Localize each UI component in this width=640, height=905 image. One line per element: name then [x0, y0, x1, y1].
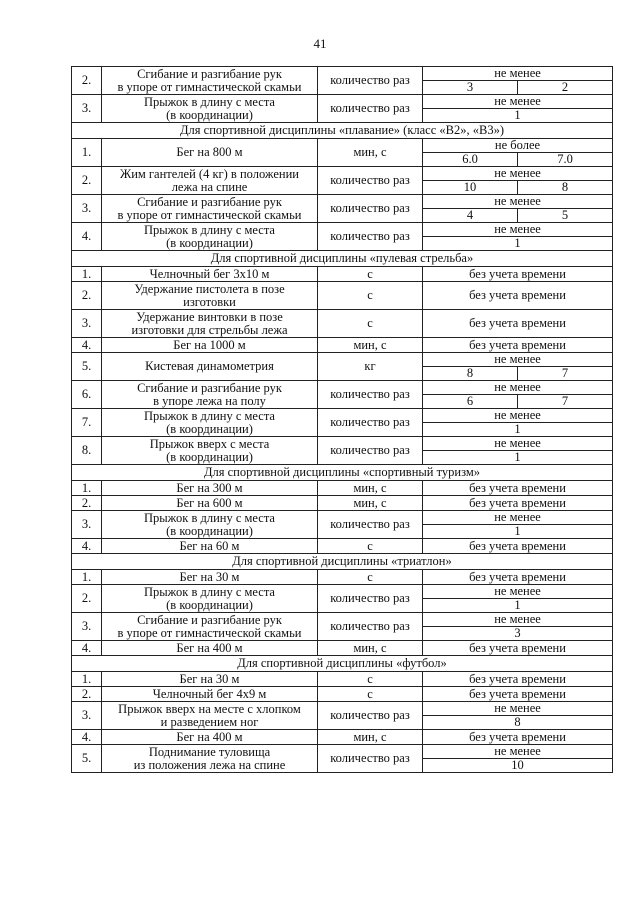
exercise-line: (в координации): [166, 449, 253, 464]
row-number: 5.: [72, 745, 102, 773]
norm-value: без учета времени: [423, 570, 613, 585]
exercise-line: Прыжок в длину с места: [144, 94, 275, 109]
norm-value: 1: [423, 423, 613, 437]
table-row: [72, 511, 613, 525]
exercise-name: [102, 139, 318, 167]
exercise-line: лежа на спине: [171, 179, 248, 194]
table-row: [72, 496, 613, 511]
exercise-line: Бег на 400 м: [176, 729, 243, 744]
section-title: Для спортивной дисциплины «триатлон»: [72, 554, 613, 570]
exercise-name: [102, 481, 318, 496]
section-title: Для спортивной дисциплины «спортивный туризм»: [72, 465, 613, 481]
table-row: [72, 223, 613, 237]
norm-value: 5: [518, 209, 613, 223]
norm-header: не более: [423, 139, 613, 153]
unit: количество раз: [318, 381, 423, 409]
exercise-line: изготовки для стрельбы лежа: [131, 322, 288, 337]
exercise-line: Сгибание и разгибание рук: [137, 612, 282, 627]
table-row: [72, 167, 613, 181]
norm-value: 7: [518, 367, 613, 381]
norm-value: 8: [423, 367, 518, 381]
norm-header: не менее: [423, 613, 613, 627]
unit: кг: [318, 353, 423, 381]
row-number: 4.: [72, 730, 102, 745]
norm-value: без учета времени: [423, 672, 613, 687]
norm-value: 8: [423, 716, 613, 730]
unit: мин, с: [318, 496, 423, 511]
exercise-name: [102, 338, 318, 353]
table-row: [72, 139, 613, 153]
norm-header: не менее: [423, 702, 613, 716]
norm-value: 6: [423, 395, 518, 409]
exercise-line: Прыжок в длину с места: [144, 584, 275, 599]
norm-value: без учета времени: [423, 267, 613, 282]
table-row: [72, 672, 613, 687]
exercise-name: [102, 67, 318, 95]
exercise-name: [102, 745, 318, 773]
unit: с: [318, 539, 423, 554]
unit: количество раз: [318, 437, 423, 465]
row-number: 4.: [72, 223, 102, 251]
exercise-line: Прыжок вверх на месте с хлопком: [118, 701, 301, 716]
row-number: 4.: [72, 338, 102, 353]
unit: количество раз: [318, 745, 423, 773]
table-row: [72, 585, 613, 599]
unit: мин, с: [318, 641, 423, 656]
page-number: 41: [313, 36, 327, 51]
table-row: [72, 641, 613, 656]
exercise-name: [102, 730, 318, 745]
exercise-line: Поднимание туловища: [148, 744, 271, 759]
norm-value: без учета времени: [423, 310, 613, 338]
table-row: [72, 381, 613, 395]
norm-header: не менее: [423, 585, 613, 599]
norm-value: 7: [518, 395, 613, 409]
exercise-line: Жим гантелей (4 кг) в положении: [120, 166, 299, 181]
exercise-line: Бег на 60 м: [179, 538, 240, 553]
exercise-line: (в координации): [166, 421, 253, 436]
exercise-name: [102, 511, 318, 539]
row-number: 3.: [72, 702, 102, 730]
exercise-name: [102, 223, 318, 251]
norm-header: не менее: [423, 409, 613, 423]
unit: количество раз: [318, 195, 423, 223]
exercise-name: [102, 267, 318, 282]
section-title: Для спортивной дисциплины «плавание» (класс «В2», «В3»): [72, 123, 613, 139]
table-row: [72, 481, 613, 496]
exercise-line: в упоре лежа на полу: [153, 393, 266, 408]
norm-value: без учета времени: [423, 539, 613, 554]
exercise-line: Бег на 30 м: [179, 569, 240, 584]
norm-header: не менее: [423, 167, 613, 181]
table-row: [72, 282, 613, 310]
table-row: [72, 409, 613, 423]
exercise-line: Бег на 1000 м: [173, 337, 246, 352]
exercise-line: (в координации): [166, 597, 253, 612]
exercise-name: [102, 570, 318, 585]
exercise-line: Сгибание и разгибание рук: [137, 380, 282, 395]
row-number: 1.: [72, 481, 102, 496]
norm-header: не менее: [423, 67, 613, 81]
unit: количество раз: [318, 585, 423, 613]
row-number: 4.: [72, 641, 102, 656]
unit: мин, с: [318, 139, 423, 167]
row-number: 2.: [72, 67, 102, 95]
norm-value: без учета времени: [423, 687, 613, 702]
exercise-name: [102, 687, 318, 702]
norm-value: 10: [423, 759, 613, 773]
exercise-line: Удержание пистолета в позе: [134, 281, 285, 296]
exercise-line: Бег на 600 м: [176, 495, 243, 510]
section-row: [72, 656, 613, 672]
exercise-name: [102, 381, 318, 409]
norm-value: 1: [423, 525, 613, 539]
norm-value: без учета времени: [423, 496, 613, 511]
exercise-line: Бег на 30 м: [179, 671, 240, 686]
norm-value: 3: [423, 81, 518, 95]
unit: с: [318, 687, 423, 702]
exercise-line: (в координации): [166, 235, 253, 250]
unit: с: [318, 570, 423, 585]
norm-value: без учета времени: [423, 282, 613, 310]
norm-value: без учета времени: [423, 338, 613, 353]
unit: количество раз: [318, 67, 423, 95]
exercise-name: [102, 672, 318, 687]
norm-header: не менее: [423, 745, 613, 759]
exercise-name: [102, 613, 318, 641]
table-row: [72, 730, 613, 745]
exercise-line: Кистевая динамометрия: [145, 359, 274, 373]
table-row: [72, 195, 613, 209]
standards-table: [71, 66, 613, 773]
unit: с: [318, 267, 423, 282]
exercise-line: Челночный бег 4x9 м: [152, 686, 267, 701]
row-number: 1.: [72, 672, 102, 687]
unit: мин, с: [318, 338, 423, 353]
exercise-name: [102, 282, 318, 310]
norm-value: 6.0: [423, 153, 518, 167]
norm-value: без учета времени: [423, 641, 613, 656]
norm-value: 1: [423, 451, 613, 465]
section-row: [72, 465, 613, 481]
unit: количество раз: [318, 223, 423, 251]
exercise-name: [102, 702, 318, 730]
exercise-name: [102, 496, 318, 511]
table-row: [72, 267, 613, 282]
table-row: [72, 702, 613, 716]
row-number: 1.: [72, 570, 102, 585]
row-number: 2.: [72, 496, 102, 511]
unit: количество раз: [318, 613, 423, 641]
table-row: [72, 687, 613, 702]
exercise-line: Сгибание и разгибание рук: [137, 194, 282, 209]
exercise-line: (в координации): [166, 107, 253, 122]
row-number: 7.: [72, 409, 102, 437]
unit: с: [318, 310, 423, 338]
unit: количество раз: [318, 409, 423, 437]
exercise-line: изготовки: [183, 294, 236, 309]
exercise-line: Сгибание и разгибание рук: [137, 66, 282, 81]
exercise-name: [102, 95, 318, 123]
norm-value: 3: [423, 627, 613, 641]
exercise-line: Бег на 800 м: [176, 145, 243, 159]
table-row: [72, 437, 613, 451]
table-row: [72, 539, 613, 554]
norm-value: без учета времени: [423, 481, 613, 496]
unit: количество раз: [318, 702, 423, 730]
exercise-line: Бег на 300 м: [176, 480, 243, 495]
section-row: [72, 251, 613, 267]
unit: количество раз: [318, 167, 423, 195]
unit: с: [318, 672, 423, 687]
exercise-line: и разведением ног: [160, 714, 259, 729]
table-row: [72, 353, 613, 367]
norm-value: 4: [423, 209, 518, 223]
row-number: 5.: [72, 353, 102, 381]
section-title: Для спортивной дисциплины «футбол»: [72, 656, 613, 672]
table-row: [72, 310, 613, 338]
exercise-name: [102, 310, 318, 338]
exercise-name: [102, 409, 318, 437]
unit: мин, с: [318, 481, 423, 496]
section-title: Для спортивной дисциплины «пулевая стрельба»: [72, 251, 613, 267]
norm-header: не менее: [423, 195, 613, 209]
table-row: [72, 613, 613, 627]
norm-value: 2: [518, 81, 613, 95]
exercise-line: Челночный бег 3x10 м: [149, 266, 270, 281]
norm-value: 10: [423, 181, 518, 195]
exercise-name: [102, 437, 318, 465]
exercise-line: (в координации): [166, 523, 253, 538]
exercise-line: Удержание винтовки в позе: [136, 309, 283, 324]
exercise-name: [102, 195, 318, 223]
norm-value: 7.0: [518, 153, 613, 167]
section-row: [72, 554, 613, 570]
row-number: 8.: [72, 437, 102, 465]
exercise-line: в упоре от гимнастической скамьи: [117, 207, 302, 222]
norm-header: не менее: [423, 511, 613, 525]
exercise-name: [102, 585, 318, 613]
row-number: 2.: [72, 585, 102, 613]
norm-value: без учета времени: [423, 730, 613, 745]
row-number: 4.: [72, 539, 102, 554]
exercise-name: [102, 539, 318, 554]
row-number: 2.: [72, 167, 102, 195]
exercise-line: Прыжок в длину с места: [144, 408, 275, 423]
standards-table-body: [72, 67, 613, 773]
exercise-line: из положения лежа на спине: [133, 757, 286, 772]
exercise-name: [102, 641, 318, 656]
exercise-line: Прыжок вверх с места: [149, 436, 270, 451]
exercise-name: [102, 353, 318, 381]
norm-header: не менее: [423, 95, 613, 109]
row-number: 1.: [72, 139, 102, 167]
norm-header: не менее: [423, 353, 613, 367]
row-number: 3.: [72, 310, 102, 338]
unit: количество раз: [318, 511, 423, 539]
unit: мин, с: [318, 730, 423, 745]
exercise-name: [102, 167, 318, 195]
row-number: 3.: [72, 95, 102, 123]
table-row: [72, 67, 613, 81]
row-number: 3.: [72, 195, 102, 223]
exercise-line: Бег на 400 м: [176, 640, 243, 655]
exercise-line: Прыжок в длину с места: [144, 222, 275, 237]
norm-value: 1: [423, 109, 613, 123]
exercise-line: в упоре от гимнастической скамьи: [117, 79, 302, 94]
norm-header: не менее: [423, 223, 613, 237]
row-number: 3.: [72, 613, 102, 641]
row-number: 3.: [72, 511, 102, 539]
table-row: [72, 95, 613, 109]
exercise-line: в упоре от гимнастической скамьи: [117, 625, 302, 640]
table-row: [72, 570, 613, 585]
row-number: 2.: [72, 282, 102, 310]
row-number: 2.: [72, 687, 102, 702]
table-row: [72, 745, 613, 759]
unit: с: [318, 282, 423, 310]
section-row: [72, 123, 613, 139]
table-row: [72, 338, 613, 353]
unit: количество раз: [318, 95, 423, 123]
norm-value: 1: [423, 237, 613, 251]
row-number: 6.: [72, 381, 102, 409]
norm-header: не менее: [423, 437, 613, 451]
norm-value: 8: [518, 181, 613, 195]
norm-value: 1: [423, 599, 613, 613]
exercise-line: Прыжок в длину с места: [144, 510, 275, 525]
norm-header: не менее: [423, 381, 613, 395]
row-number: 1.: [72, 267, 102, 282]
